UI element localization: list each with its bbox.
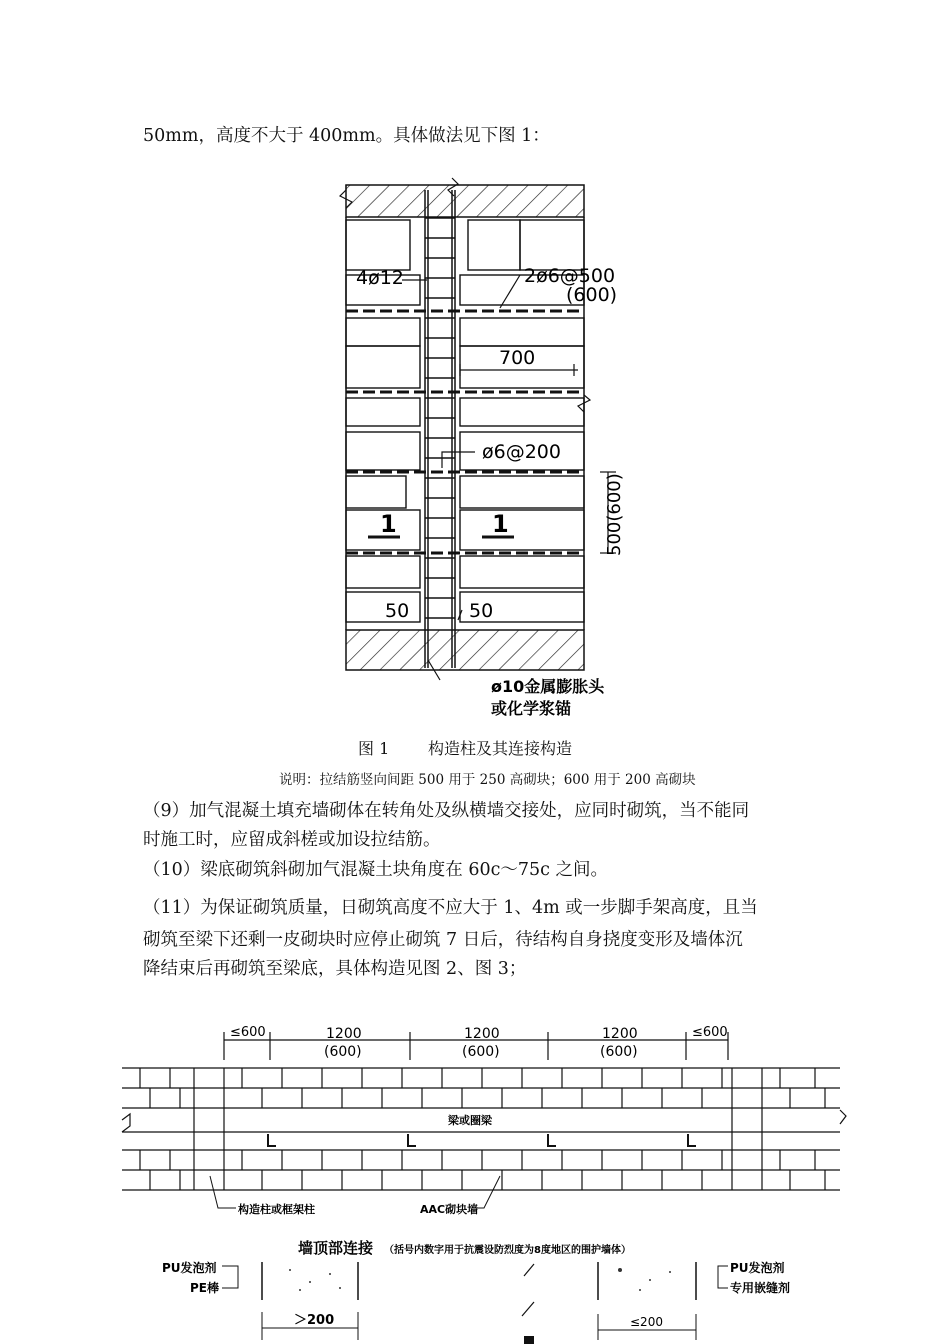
paragraph-10: （10）梁底砌筑斜砌加气混凝土块角度在 60c～75c 之间。 xyxy=(143,860,609,880)
intro-text: 50mm，高度不大于 400mm。具体做法见下图 1： xyxy=(143,126,550,146)
dim-700: 700 xyxy=(499,347,536,369)
dim-1: 1200 xyxy=(326,1026,362,1042)
dim-spacing: 500(600) xyxy=(604,473,625,556)
dim-gap-left: 50 xyxy=(385,600,410,622)
wall-label: AAC砌块墙 xyxy=(420,1203,479,1216)
label-stirrup: ø6@200 xyxy=(482,441,561,463)
paragraph-11b: 砌筑至梁下还剩一皮砌块时应停止砌筑 7 日后，待结构自身挠度变形及墙体沉 xyxy=(143,930,743,950)
left-label-pu: PU发泡剂 xyxy=(162,1261,217,1275)
label-4-bar: 4ø12 xyxy=(356,267,404,289)
right-dim: ≤200 xyxy=(630,1315,663,1329)
figure-1-number: 图 1 xyxy=(358,739,390,758)
dim-right: ≤600 xyxy=(692,1025,728,1040)
figure-1-title: 构造柱及其连接构造 xyxy=(428,739,573,758)
right-label-pu: PU发泡剂 xyxy=(730,1261,785,1275)
figure-2-drawing xyxy=(0,1000,950,1344)
paragraph-11a: （11）为保证砌筑质量，日砌筑高度不应大于 1、4m 或一步脚手架高度，且当 xyxy=(143,898,758,918)
dim-left: ≤600 xyxy=(230,1025,266,1040)
right-label-sealant: 专用嵌缝剂 xyxy=(730,1281,791,1295)
dim-gap-right: 50 xyxy=(469,600,494,622)
beam-label: 梁或圈梁 xyxy=(448,1114,492,1127)
label-tie-alt: (600) xyxy=(566,284,618,306)
label-tie: 2ø6@500 xyxy=(524,265,616,287)
dim-alt-1: (600) xyxy=(324,1044,362,1060)
left-dim: ＞200 xyxy=(294,1313,335,1328)
column-label: 构造柱或框架柱 xyxy=(238,1203,315,1216)
paragraph-9a: （9）加气混凝土填充墙砌体在转角处及纵横墙交接处，应同时砌筑，当不能同 xyxy=(143,801,750,821)
dim-3: 1200 xyxy=(602,1026,638,1042)
figure-1-note: 说明：拉结筋竖向间距 500 用于 250 高砌块；600 用于 200 高砌块 xyxy=(279,772,696,788)
section-mark-right: 1 xyxy=(492,510,509,538)
paragraph-9b: 时施工时，应留成斜槎或加设拉结筋。 xyxy=(143,830,441,850)
left-label-pe: PE棒 xyxy=(190,1281,219,1295)
figure-3-title: 墙顶部连接 xyxy=(298,1239,374,1257)
dim-alt-2: (600) xyxy=(462,1044,500,1060)
figure-3-subtitle: （括号内数字用于抗震设防烈度为8度地区的围护墙体） xyxy=(384,1245,631,1256)
label-anchor-1: ø10金属膨胀头 xyxy=(491,677,605,696)
paragraph-11c: 降结束后再砌筑至梁底，具体构造见图 2、图 3； xyxy=(143,959,527,979)
dim-2: 1200 xyxy=(464,1026,500,1042)
dim-alt-3: (600) xyxy=(600,1044,638,1060)
section-mark-left: 1 xyxy=(380,510,397,538)
label-anchor-2: 或化学浆锚 xyxy=(491,699,572,718)
